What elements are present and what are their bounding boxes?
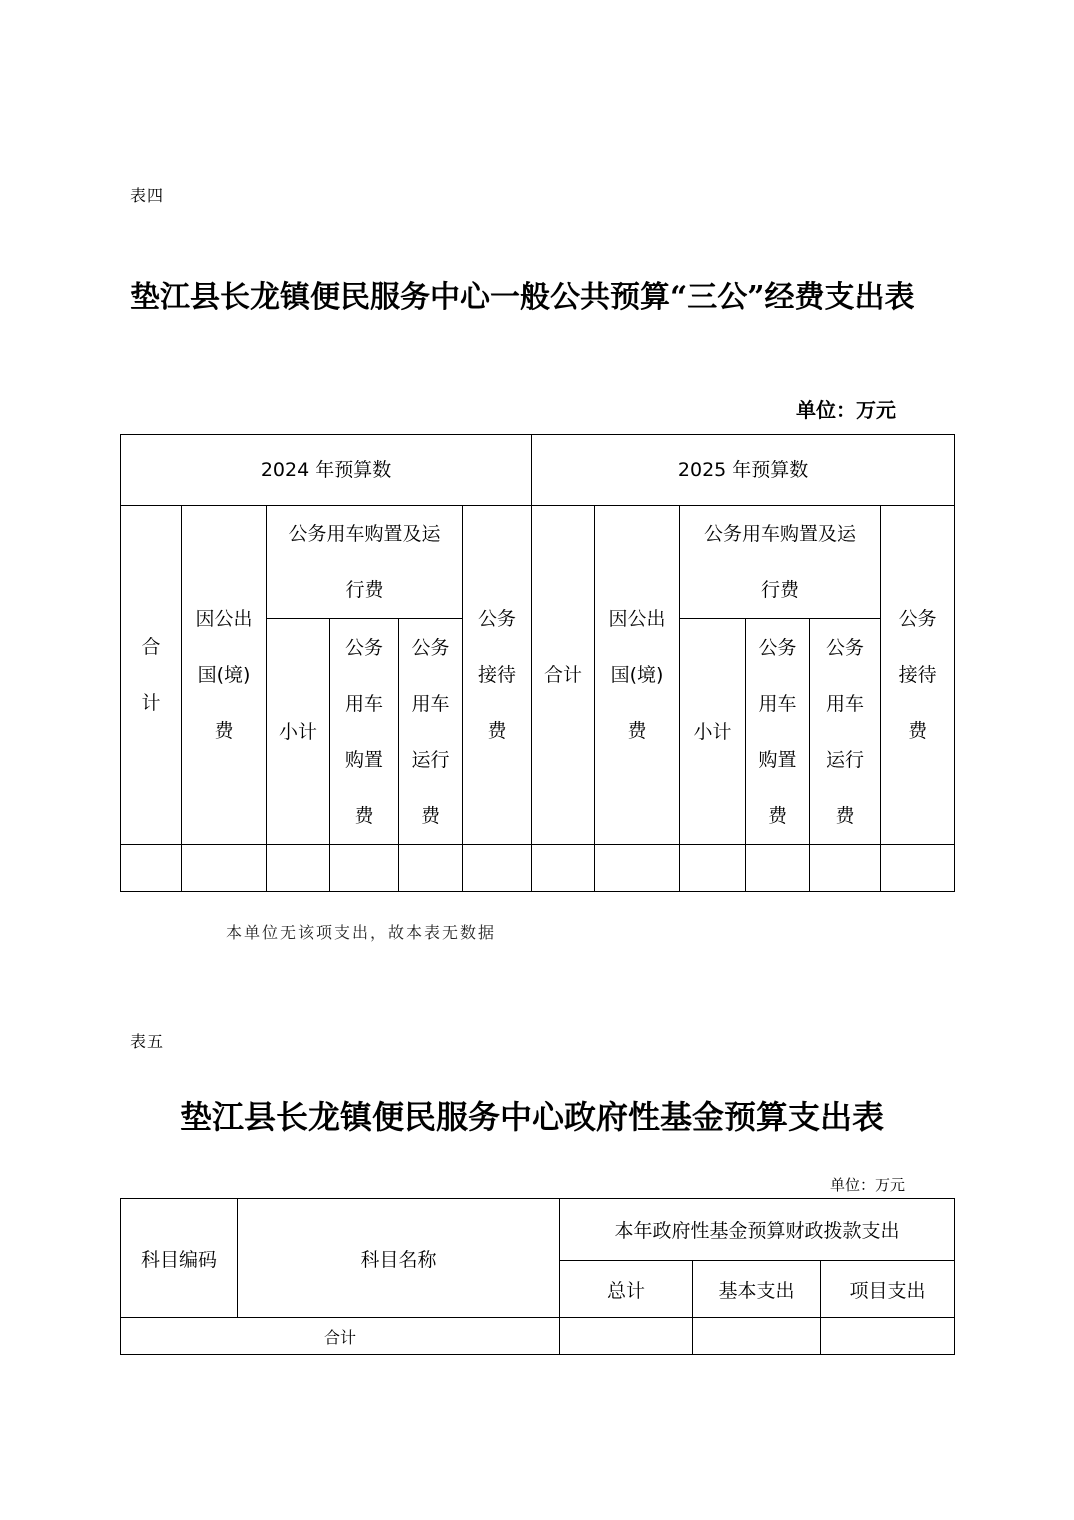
table5-total-row xyxy=(121,1318,955,1355)
table4 xyxy=(120,434,955,892)
col-basic: 基本支出 xyxy=(693,1261,821,1318)
empty-cell xyxy=(121,845,182,892)
empty-cell xyxy=(463,845,532,892)
empty-cell xyxy=(821,1318,955,1355)
col-vehicle-group-2025: 公务用车购置及运 行费 xyxy=(680,506,881,619)
col-operation-2024: 公务 用车 运行 费 xyxy=(399,619,463,845)
col-reception-2025: 公务 接待 费 xyxy=(881,506,955,845)
col-project: 项目支出 xyxy=(821,1261,955,1318)
col-total: 总计 xyxy=(560,1261,693,1318)
table5-unit: 单位：万元 xyxy=(830,1176,906,1194)
table5 xyxy=(120,1198,955,1355)
col-operation-2025: 公务 用车 运行 费 xyxy=(810,619,881,845)
empty-cell xyxy=(560,1318,693,1355)
col-abroad-2024: 因公出 国(境) 费 xyxy=(182,506,267,845)
row-total-label: 合计 xyxy=(121,1318,560,1355)
col-subtotal-2025: 小计 xyxy=(680,619,746,845)
col-abroad-2025: 因公出 国(境) 费 xyxy=(595,506,680,845)
col-subtotal-2024: 小计 xyxy=(267,619,330,845)
empty-cell xyxy=(330,845,399,892)
table5-title: 垫江县长龙镇便民服务中心政府性基金预算支出表 xyxy=(180,1098,885,1136)
empty-cell xyxy=(532,845,595,892)
col-vehicle-group-2024: 公务用车购置及运 行费 xyxy=(267,506,463,619)
empty-cell xyxy=(746,845,810,892)
table4-label: 表四 xyxy=(130,186,165,205)
empty-cell xyxy=(595,845,680,892)
empty-cell xyxy=(810,845,881,892)
col-group: 本年政府性基金预算财政拨款支出 xyxy=(560,1199,955,1261)
col-total-2025: 合计 xyxy=(532,506,595,845)
table5-label: 表五 xyxy=(130,1032,165,1051)
empty-cell xyxy=(680,845,746,892)
table4-data-row xyxy=(121,845,955,892)
col-purchase-2025: 公务 用车 购置 费 xyxy=(746,619,810,845)
year-header-2025: 2025 年预算数 xyxy=(532,435,955,506)
empty-cell xyxy=(267,845,330,892)
table4-unit: 单位：万元 xyxy=(796,398,896,422)
col-name: 科目名称 xyxy=(238,1199,560,1318)
col-code: 科目编码 xyxy=(121,1199,238,1318)
empty-cell xyxy=(182,845,267,892)
col-purchase-2024: 公务 用车 购置 费 xyxy=(330,619,399,845)
empty-cell xyxy=(693,1318,821,1355)
table4-title: 垫江县长龙镇便民服务中心一般公共预算“三公”经费支出表 xyxy=(130,280,915,315)
year-header-2024: 2024 年预算数 xyxy=(121,435,532,506)
col-total-2024: 合 计 xyxy=(121,506,182,845)
empty-cell xyxy=(881,845,955,892)
empty-cell xyxy=(399,845,463,892)
table4-note: 本单位无该项支出，故本表无数据 xyxy=(226,923,497,942)
col-reception-2024: 公务 接待 费 xyxy=(463,506,532,845)
